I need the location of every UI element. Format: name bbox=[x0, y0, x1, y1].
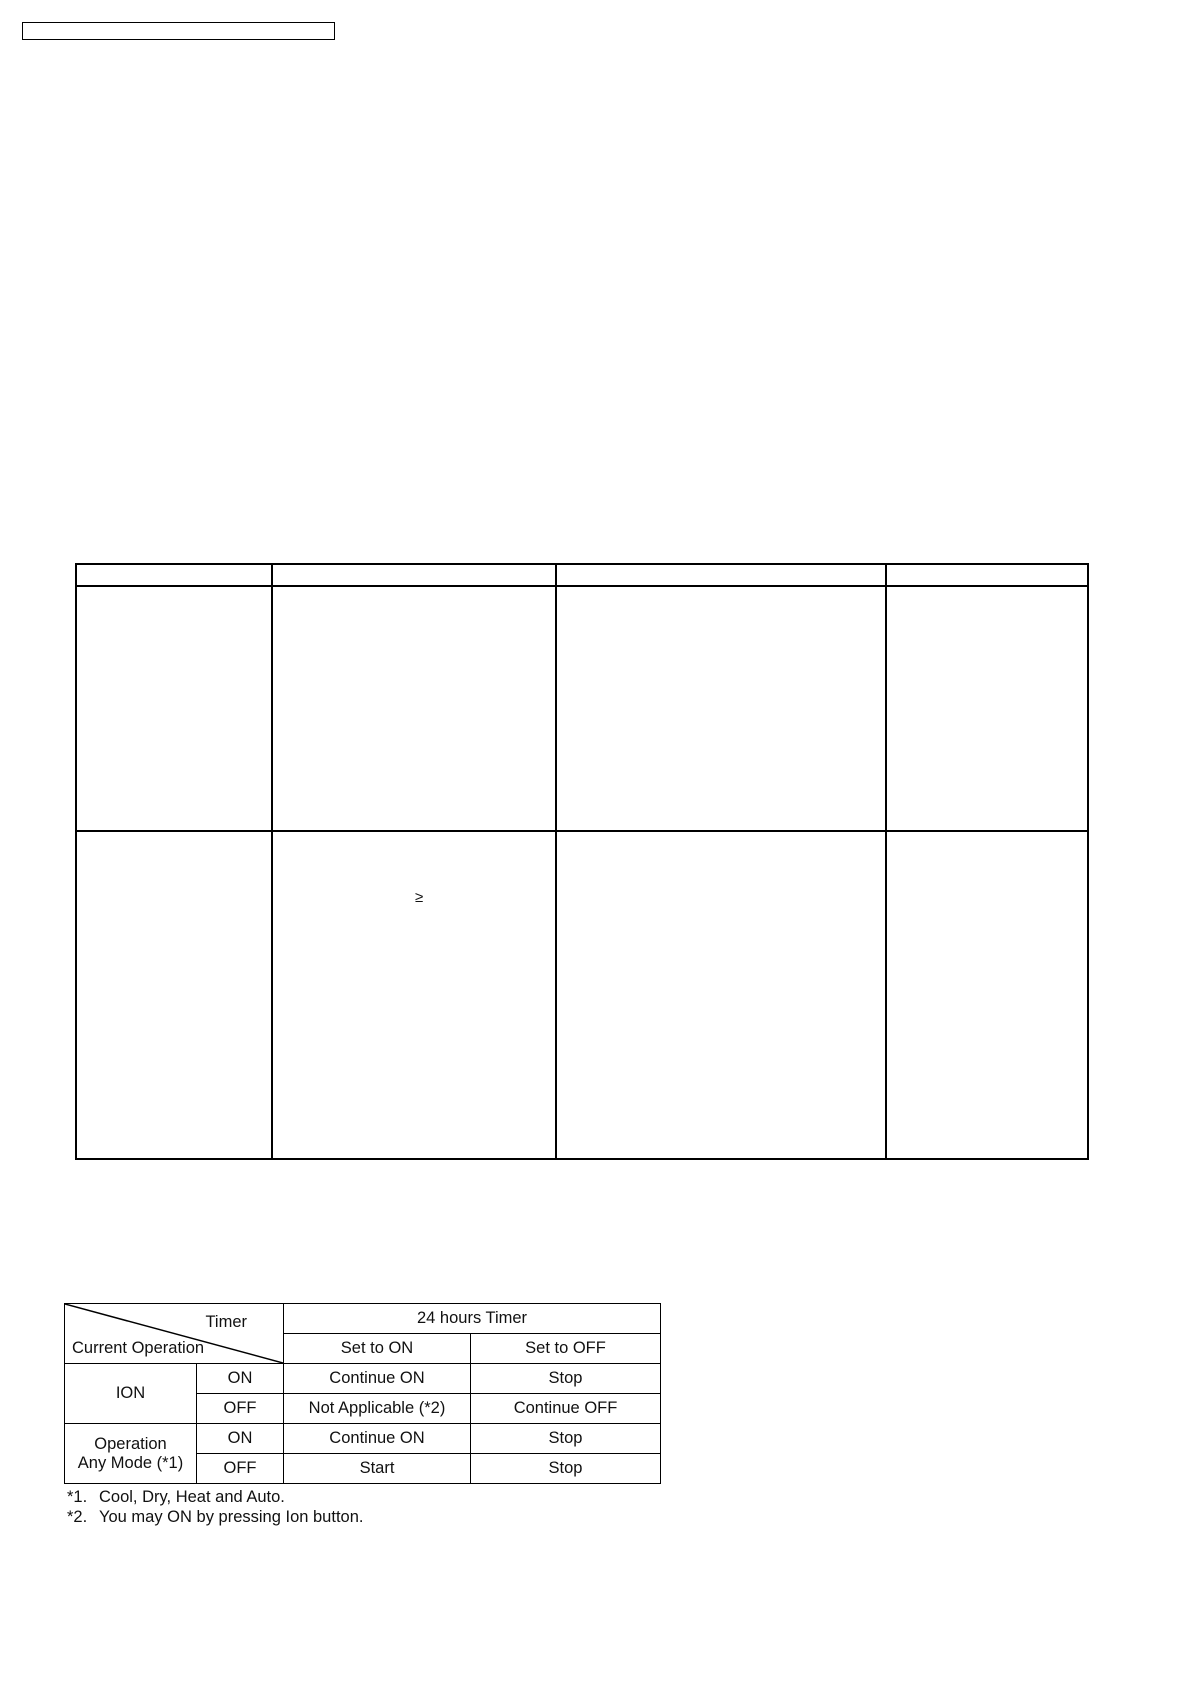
set-off-cell: Stop bbox=[471, 1454, 661, 1484]
group-ion: ION bbox=[65, 1364, 197, 1424]
set-on-cell: Not Applicable (*2) bbox=[284, 1394, 471, 1424]
group-operation bbox=[65, 1424, 197, 1484]
group-operation-line1: Operation bbox=[94, 1434, 167, 1453]
blank-cell bbox=[886, 586, 1088, 831]
footnotes bbox=[67, 1487, 363, 1527]
footnote-text: You may ON by pressing Ion button. bbox=[99, 1508, 364, 1526]
col-set-to-off: Set to OFF bbox=[471, 1334, 661, 1364]
blank-cell bbox=[556, 586, 886, 831]
timer-table bbox=[64, 1303, 661, 1484]
set-off-cell: Stop bbox=[471, 1364, 661, 1394]
blank-cell bbox=[76, 564, 272, 586]
header-box bbox=[22, 22, 335, 40]
greater-equal-symbol: ≥ bbox=[415, 889, 424, 906]
header-current-operation: Current Operation bbox=[72, 1339, 205, 1357]
footnote bbox=[67, 1507, 363, 1527]
set-on-cell: Continue ON bbox=[284, 1364, 471, 1394]
blank-cell bbox=[556, 564, 886, 586]
group-operation-line2: Any Mode (*1) bbox=[77, 1453, 184, 1472]
blank-cell-symbol bbox=[272, 831, 556, 1159]
blank-cell bbox=[272, 564, 556, 586]
set-off-cell: Stop bbox=[471, 1424, 661, 1454]
col-set-to-on: Set to ON bbox=[284, 1334, 471, 1364]
blank-cell bbox=[556, 831, 886, 1159]
set-on-cell: Start bbox=[284, 1454, 471, 1484]
blank-cell bbox=[76, 586, 272, 831]
set-on-cell: Continue ON bbox=[284, 1424, 471, 1454]
state-cell: OFF bbox=[197, 1394, 284, 1424]
header-24-hours-timer: 24 hours Timer bbox=[284, 1304, 661, 1334]
blank-table bbox=[75, 563, 1089, 1160]
footnote-text: Cool, Dry, Heat and Auto. bbox=[99, 1488, 285, 1506]
blank-cell bbox=[886, 831, 1088, 1159]
footnote bbox=[67, 1487, 363, 1507]
header-timer: Timer bbox=[205, 1313, 247, 1331]
state-cell: ON bbox=[197, 1424, 284, 1454]
blank-cell bbox=[272, 586, 556, 831]
blank-cell bbox=[886, 564, 1088, 586]
footnote-mark: *1. bbox=[67, 1488, 88, 1506]
set-off-cell: Continue OFF bbox=[471, 1394, 661, 1424]
blank-cell bbox=[76, 831, 272, 1159]
state-cell: ON bbox=[197, 1364, 284, 1394]
diagonal-header-cell bbox=[65, 1304, 284, 1364]
state-cell: OFF bbox=[197, 1454, 284, 1484]
footnote-mark: *2. bbox=[67, 1508, 88, 1526]
